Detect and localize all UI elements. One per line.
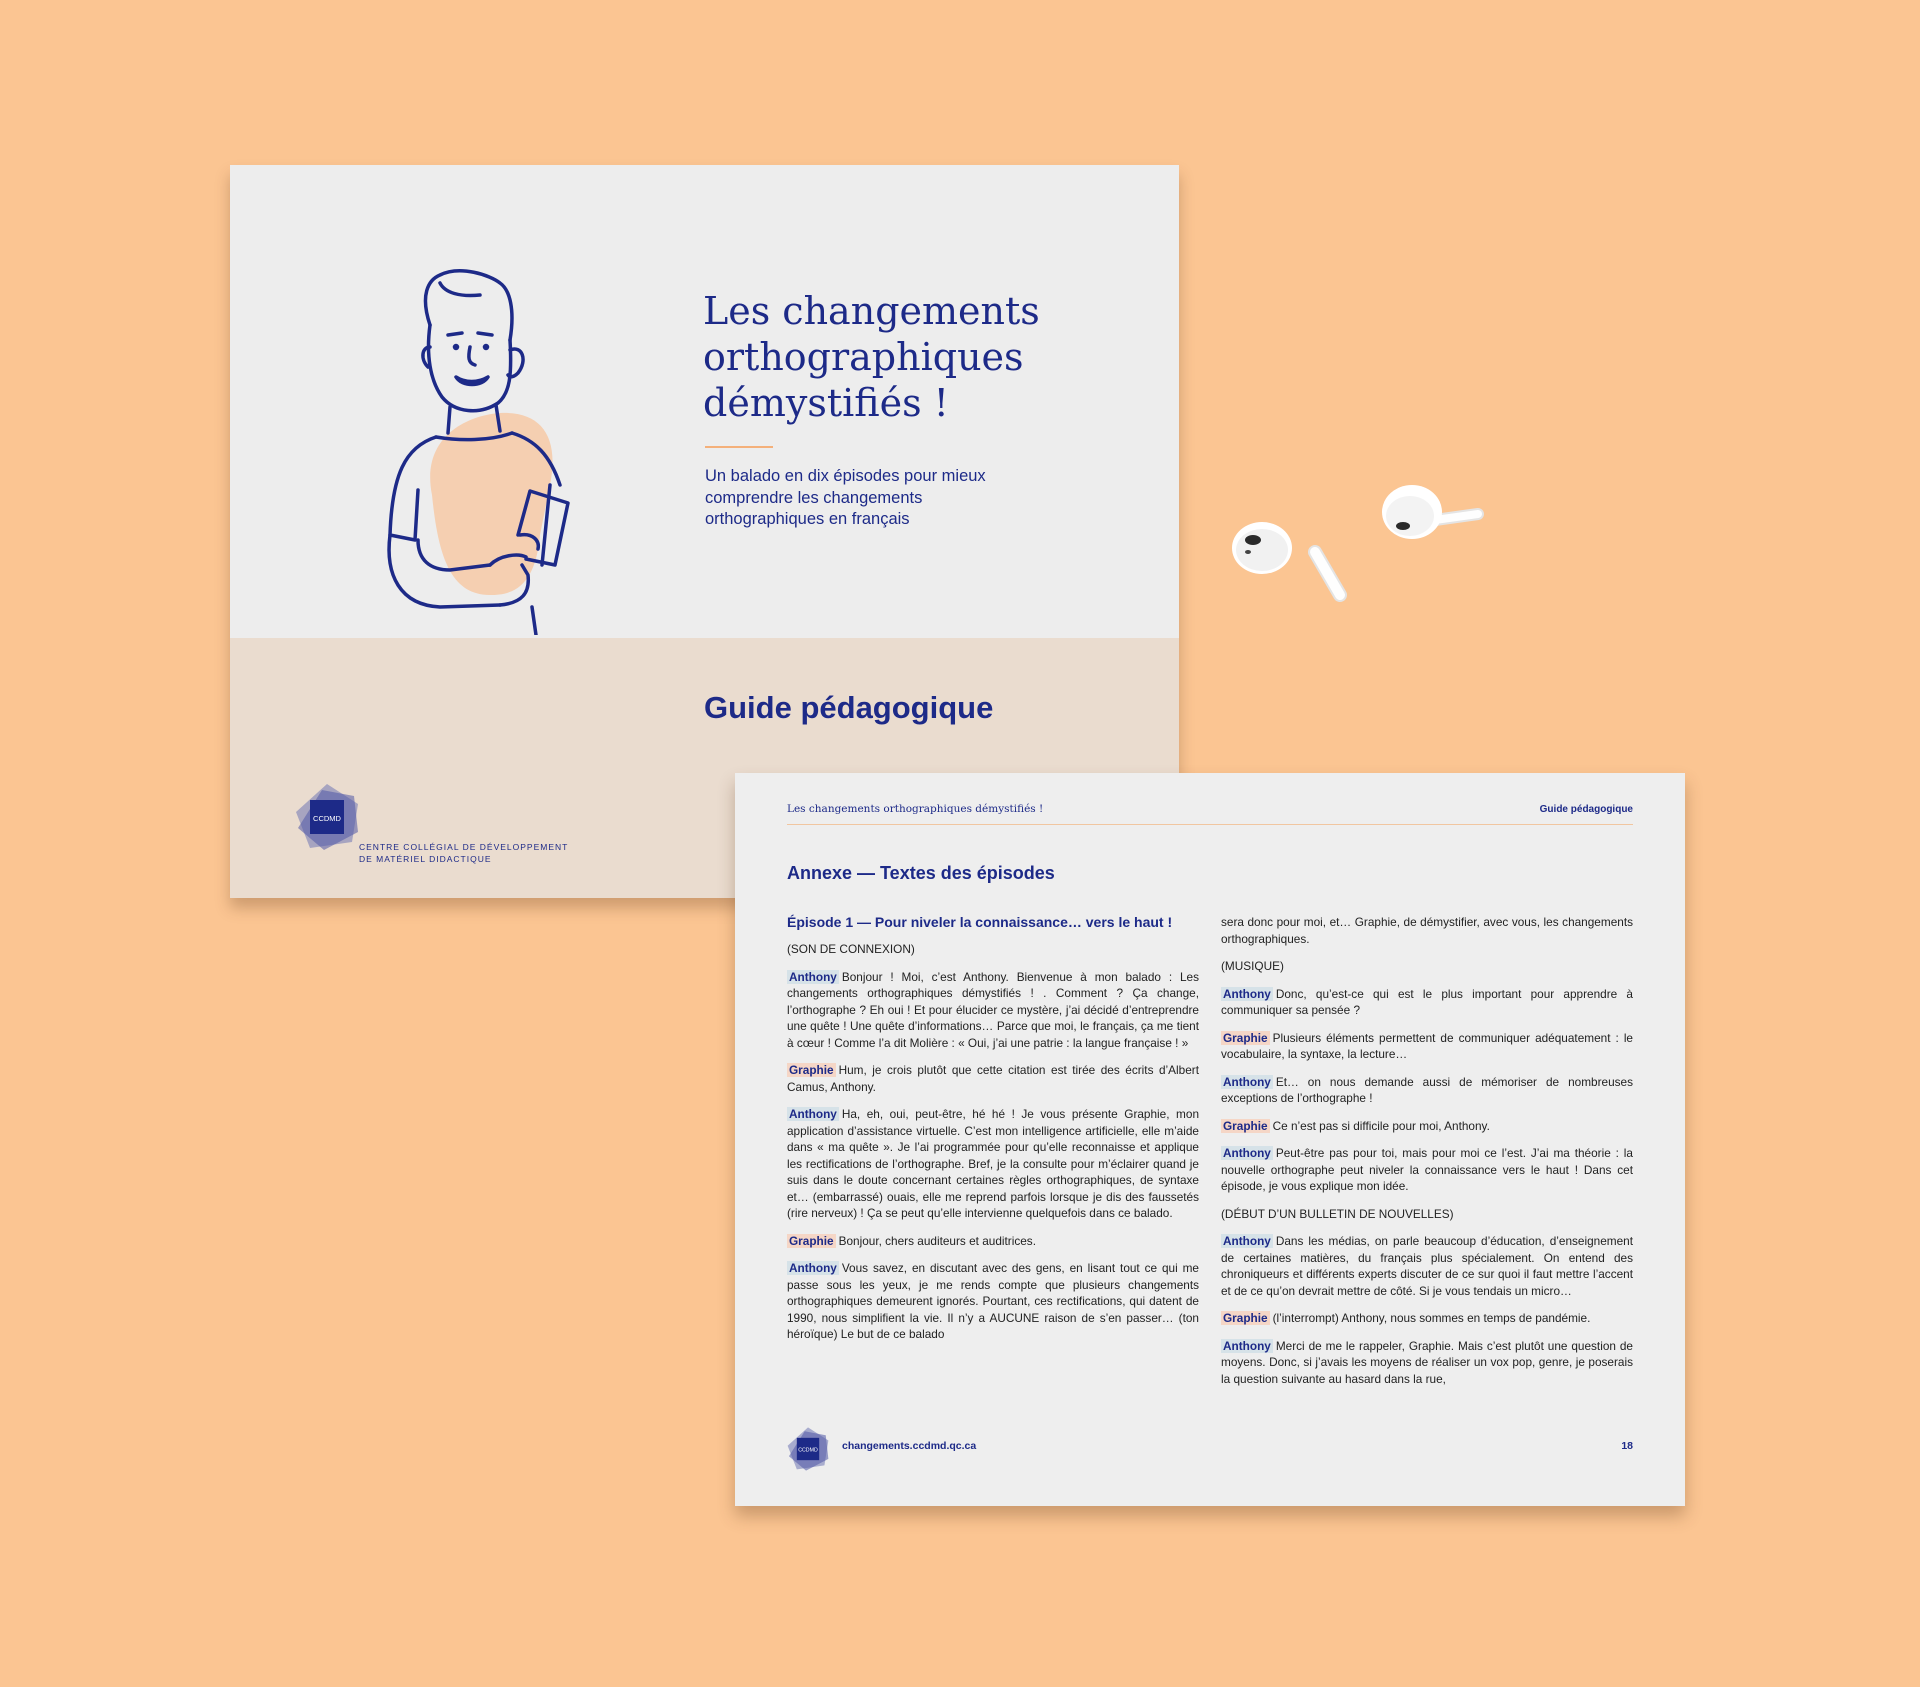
stage-direction: (DÉBUT D’UN BULLETIN DE NOUVELLES) <box>1221 1206 1454 1221</box>
page-header-title: Les changements orthographiques démystifiés ! <box>787 803 1044 815</box>
speaker-label-graphie: Graphie <box>789 1063 834 1077</box>
dialogue-line <box>1221 1074 1633 1107</box>
dialogue-line <box>1221 1118 1633 1135</box>
dialogue-line <box>787 969 1199 1052</box>
cover-title-divider <box>705 446 773 448</box>
footer-website-link[interactable]: changements.ccdmd.qc.ca <box>842 1440 977 1452</box>
dialogue-line <box>787 1062 1199 1095</box>
left-column-body <box>787 941 1199 1343</box>
dialogue-line <box>1221 1145 1633 1195</box>
dialogue-line <box>1221 1030 1633 1063</box>
speaker-label-graphie: Graphie <box>1223 1311 1268 1325</box>
dialogue-text: Et… on nous demande aussi de mémoriser de nombreuses exceptions de l’orthographe ! <box>1221 1074 1633 1105</box>
speaker-label-graphie: Graphie <box>1223 1118 1268 1133</box>
dialogue-line <box>787 1106 1199 1222</box>
right-column-body <box>1221 914 1633 1387</box>
guide-inner-page <box>735 773 1685 1506</box>
logo-text: CCDMD <box>313 814 341 823</box>
dialogue-line <box>1221 1233 1633 1299</box>
cover-organization-name: CENTRE COLLÉGIAL DE DÉVELOPPEMENT DE MATÉRIEL DIDACTIQUE <box>359 842 569 864</box>
dialogue-line <box>787 1260 1199 1343</box>
dialogue-text: Donc, qu’est-ce qui est le plus important pour apprendre à communiquer sa pensée ? <box>1221 986 1633 1017</box>
speaker-label-anthony: Anthony <box>1223 1146 1271 1160</box>
speaker-label-anthony: Anthony <box>789 969 837 984</box>
speaker-label-anthony: Anthony <box>1223 986 1271 1001</box>
right-text-column <box>1221 914 1633 1398</box>
episode-title: Épisode 1 — Pour niveler la connaissance… vers le haut ! <box>787 914 1173 930</box>
dialogue-text: Vous savez, en discutant avec des gens, en lisant tout ce qui me passe sous les yeux, je me rends compte que plusieurs changements orthographiques demeurent ignorés. Pourtant, ces rectifications, qui datent de 1990, nous simplifient la vie. Il n’y a AUCUNE raison de s’en passer… (ton héroïque) Le but de ce balado <box>787 1261 1199 1341</box>
ccdmd-logo <box>292 782 362 852</box>
annex-heading: Annexe — Textes des épisodes <box>787 863 1055 883</box>
dialogue-text: Dans les médias, on parle beaucoup d’éducation, d’enseignement de certaines matières, du français plus spécialement. On entend des chroniqueurs et différents experts discuter de ce sur quoi il faut mettre l’accent et de ce qu’on devrait mettre de côté. Si je vous tendais un micro… <box>1221 1234 1633 1298</box>
left-earbud <box>1232 522 1340 595</box>
cover-title: Les changements orthographiques démystifiés ! <box>703 289 1040 425</box>
cover-subtitle: Un balado en dix épisodes pour mieux comprendre les changements orthographiques en français <box>705 467 986 528</box>
man-holding-phone-illustration <box>350 235 650 635</box>
dialogue-text: (l’interrompt) Anthony, nous sommes en temps de pandémie. <box>1272 1311 1591 1325</box>
dialogue-text: Peut-être pas pour toi, mais pour moi ce l’est. J’ai ma théorie : la nouvelle orthographe peut niveler la connaissance vers le haut ! Dans cet épisode, je vous explique mon idée. <box>1221 1146 1633 1193</box>
stage-direction: (MUSIQUE) <box>1221 959 1284 973</box>
speaker-label-graphie: Graphie <box>1223 1030 1268 1045</box>
speaker-label-graphie: Graphie <box>789 1233 834 1248</box>
speaker-label-anthony: Anthony <box>1223 1338 1271 1353</box>
right-earbud <box>1382 485 1478 539</box>
dialogue-line <box>1221 1338 1633 1388</box>
speaker-label-anthony: Anthony <box>789 1261 837 1275</box>
dialogue-text: Ce n’est pas si difficile pour moi, Anthony. <box>1272 1118 1490 1133</box>
page-number: 18 <box>1621 1440 1633 1452</box>
page-header-divider <box>787 824 1633 825</box>
speaker-label-anthony: Anthony <box>789 1107 837 1121</box>
dialogue-line <box>787 1233 1199 1250</box>
page-header-section: Guide pédagogique <box>1539 804 1633 815</box>
dialogue-line <box>1221 986 1633 1019</box>
dialogue-text: Bonjour ! Moi, c’est Anthony. Bienvenue à mon balado : Les changements orthographiques démystifiés ! . Comment ? Ça change, l’orthographe ? Eh oui ! Et pour élucider ce mystère, j’ai décidé d’entreprendre une quête ! Une quête d’informations… Parce que moi, le français, ça me tient à cœur ! Comme l’a dit Molière : « Oui, j’ai une patrie : la langue française ! » <box>787 969 1199 1050</box>
cover-guide-label: Guide pédagogique <box>704 690 994 725</box>
dialogue-text: Plusieurs éléments permettent de communiquer adéquatement : le vocabulaire, la syntaxe, la lecture… <box>1221 1030 1633 1061</box>
footer-ccdmd-logo <box>785 1426 831 1472</box>
left-text-column <box>787 913 1199 1354</box>
footer-logo-text: CCDMD <box>798 1447 818 1454</box>
stage-direction: (SON DE CONNEXION) <box>787 942 915 956</box>
dialogue-text: Ha, eh, oui, peut-être, hé hé ! Je vous présente Graphie, mon application d’assistance virtuelle. C’est mon intelligence artificielle, elle m’aide dans « ma quête ». Je l’ai programmée pour qu’elle reconnaisse et applique les rectifications de l’orthographe. Bref, je la consulte pour m’éclairer quand je suis dans le doute concernant certaines règles orthographiques, de syntaxe et… (embarrassé) ouais, elle me reprend parfois lorsque je dis des faussetés (rire nerveux) ! Ça se peut qu’elle intervienne quelquefois dans ce balado. <box>787 1107 1199 1220</box>
dialogue-text: Bonjour, chers auditeurs et auditrices. <box>838 1233 1036 1248</box>
speaker-label-anthony: Anthony <box>1223 1234 1271 1248</box>
dialogue-text: Merci de me le rappeler, Graphie. Mais c’est plutôt une question de moyens. Donc, si j’avais les moyens de réaliser un vox pop, genre, je poserais la question suivante au hasard dans la rue, <box>1221 1338 1633 1386</box>
dialogue-text: Hum, je crois plutôt que cette citation est tirée des écrits d’Albert Camus, Anthony. <box>787 1063 1199 1094</box>
stage-direction: sera donc pour moi, et… Graphie, de démystifier, avec vous, les changements orthographiques. <box>1221 915 1633 946</box>
dialogue-line <box>1221 1310 1633 1327</box>
speaker-label-anthony: Anthony <box>1223 1074 1271 1089</box>
earbuds-photo <box>1220 470 1550 620</box>
